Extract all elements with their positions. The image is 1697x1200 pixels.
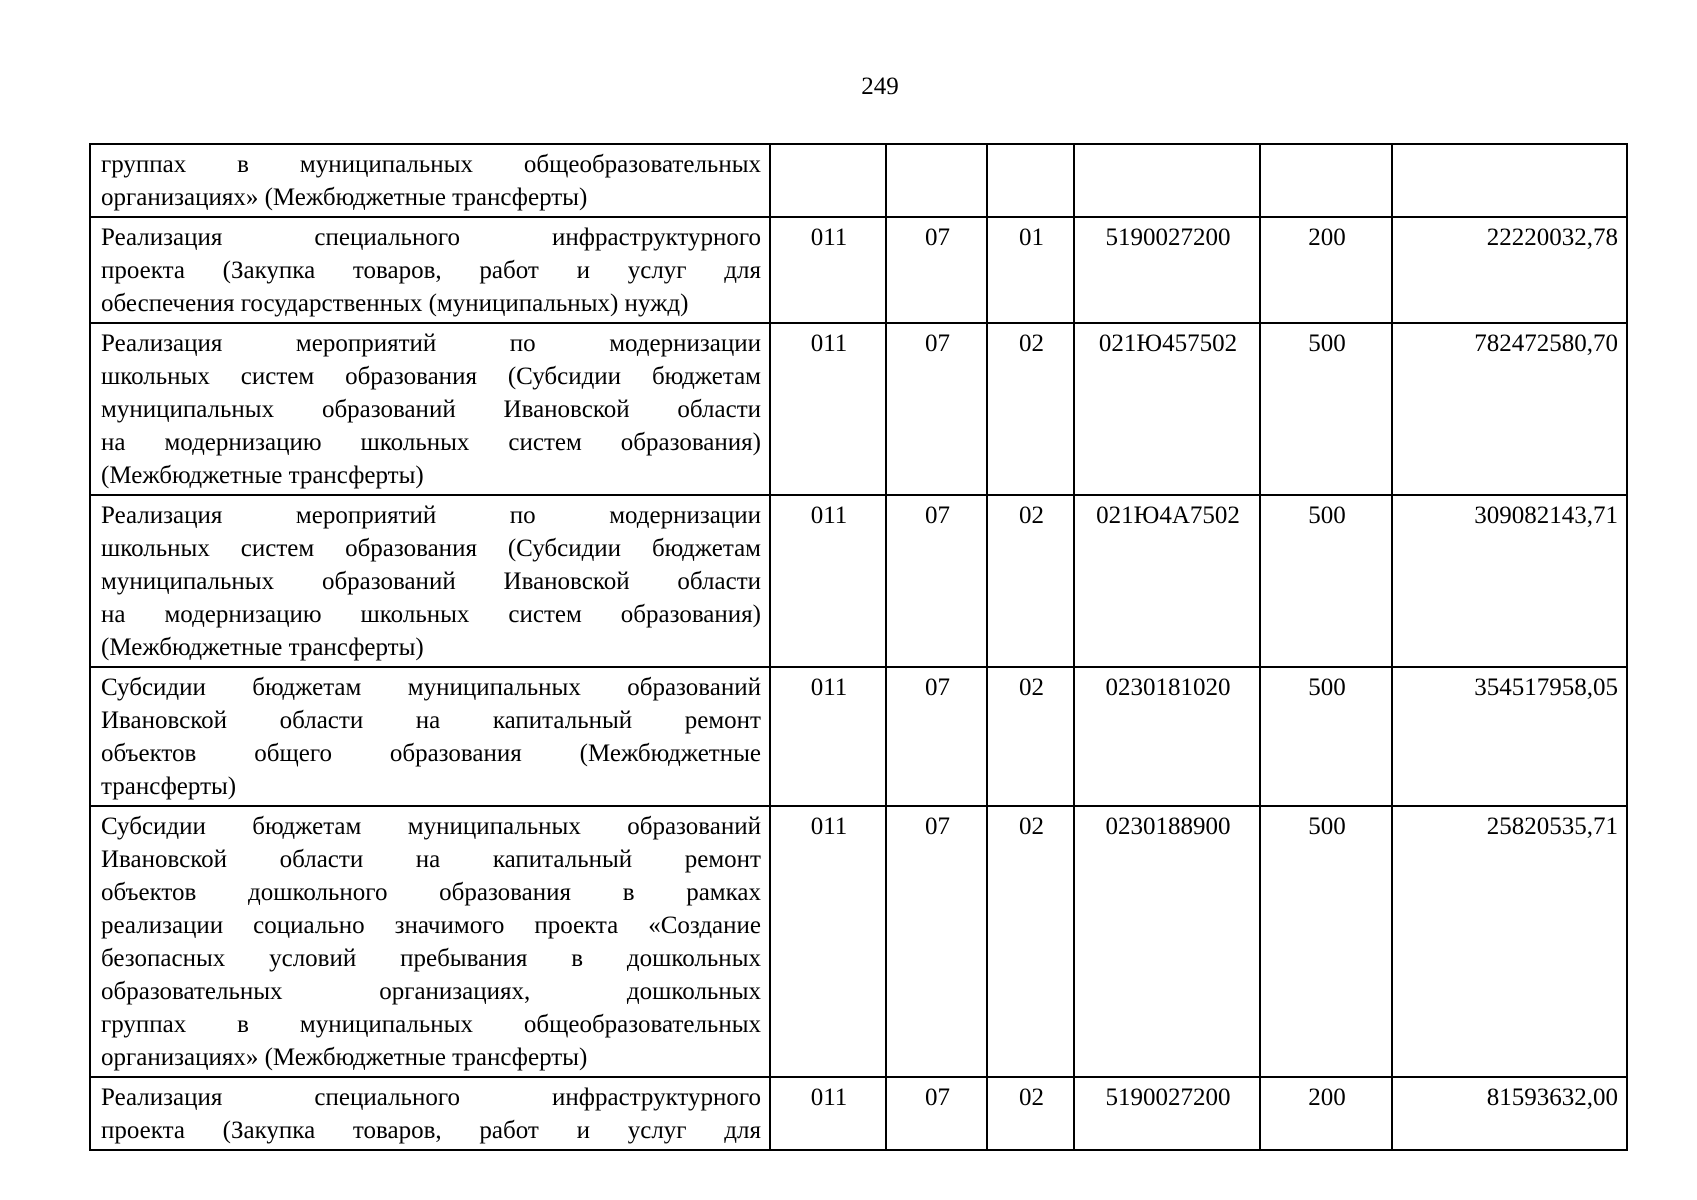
table-row [90, 667, 1627, 806]
description-line: муниципальных образований Ивановской области [101, 396, 761, 423]
description-line: (Межбюджетные трансферты) [101, 462, 424, 489]
expense-type-cell: 500 [1260, 495, 1392, 667]
expense-type-cell: 500 [1260, 667, 1392, 806]
amount-cell: 782472580,70 [1392, 323, 1627, 495]
description-line: организациях» (Межбюджетные трансферты) [101, 184, 588, 211]
section-code-cell [886, 144, 987, 217]
description-line: Ивановской области на капитальный ремонт [101, 707, 761, 734]
amount-cell [1392, 144, 1627, 217]
description-line: объектов дошкольного образования в рамках [101, 879, 761, 906]
description-line: Реализация специального инфраструктурного [101, 224, 761, 251]
page-number: 249 [861, 73, 899, 100]
description-cell [90, 323, 770, 495]
table-row [90, 323, 1627, 495]
description-line: реализации социально значимого проекта «Создание [101, 912, 761, 939]
description-line: Субсидии бюджетам муниципальных образований [101, 674, 761, 701]
admin-code-cell: 011 [770, 806, 886, 1077]
description-line: Реализация мероприятий по модернизации [101, 330, 761, 357]
description-cell [90, 495, 770, 667]
subsection-code-cell: 02 [987, 323, 1074, 495]
table-row [90, 217, 1627, 323]
expense-type-cell: 200 [1260, 1077, 1392, 1150]
target-article-cell: 021Ю457502 [1074, 323, 1260, 495]
description-line: Реализация мероприятий по модернизации [101, 502, 761, 529]
description-line: объектов общего образования (Межбюджетные [101, 740, 761, 767]
target-article-cell: 5190027200 [1074, 217, 1260, 323]
subsection-code-cell: 02 [987, 806, 1074, 1077]
table-row [90, 144, 1627, 217]
expense-type-cell: 500 [1260, 323, 1392, 495]
description-cell [90, 217, 770, 323]
description-line: (Межбюджетные трансферты) [101, 634, 424, 661]
description-line: Ивановской области на капитальный ремонт [101, 846, 761, 873]
expense-type-cell [1260, 144, 1392, 217]
description-line: группах в муниципальных общеобразовательных [101, 1011, 761, 1038]
description-line: группах в муниципальных общеобразовательных [101, 151, 761, 178]
amount-cell: 354517958,05 [1392, 667, 1627, 806]
admin-code-cell: 011 [770, 217, 886, 323]
section-code-cell: 07 [886, 323, 987, 495]
description-line: обеспечения государственных (муниципальных) нужд) [101, 290, 689, 317]
amount-cell: 22220032,78 [1392, 217, 1627, 323]
description-line: на модернизацию школьных систем образования) [101, 429, 761, 456]
description-cell [90, 806, 770, 1077]
description-line: проекта (Закупка товаров, работ и услуг для [101, 257, 761, 284]
description-line: организациях» (Межбюджетные трансферты) [101, 1044, 588, 1071]
description-line: проекта (Закупка товаров, работ и услуг для [101, 1117, 761, 1144]
admin-code-cell: 011 [770, 667, 886, 806]
table-row [90, 495, 1627, 667]
description-line: безопасных условий пребывания в дошкольных [101, 945, 761, 972]
subsection-code-cell [987, 144, 1074, 217]
section-code-cell: 07 [886, 1077, 987, 1150]
table-body [90, 144, 1627, 1150]
description-line: Реализация специального инфраструктурного [101, 1084, 761, 1111]
section-code-cell: 07 [886, 495, 987, 667]
section-code-cell: 07 [886, 217, 987, 323]
subsection-code-cell: 02 [987, 1077, 1074, 1150]
amount-cell: 309082143,71 [1392, 495, 1627, 667]
amount-cell: 81593632,00 [1392, 1077, 1627, 1150]
description-line: школьных систем образования (Субсидии бюджетам [101, 535, 761, 562]
target-article-cell: 021Ю4А7502 [1074, 495, 1260, 667]
target-article-cell [1074, 144, 1260, 217]
budget-table [89, 143, 1628, 1151]
description-cell [90, 144, 770, 217]
target-article-cell: 0230188900 [1074, 806, 1260, 1077]
description-line: Субсидии бюджетам муниципальных образований [101, 813, 761, 840]
expense-type-cell: 500 [1260, 806, 1392, 1077]
section-code-cell: 07 [886, 667, 987, 806]
subsection-code-cell: 02 [987, 667, 1074, 806]
description-line: школьных систем образования (Субсидии бюджетам [101, 363, 761, 390]
table-row [90, 806, 1627, 1077]
subsection-code-cell: 01 [987, 217, 1074, 323]
description-line: муниципальных образований Ивановской области [101, 568, 761, 595]
admin-code-cell: 011 [770, 495, 886, 667]
description-line: образовательных организациях, дошкольных [101, 978, 761, 1005]
admin-code-cell [770, 144, 886, 217]
admin-code-cell: 011 [770, 1077, 886, 1150]
description-cell [90, 1077, 770, 1150]
description-line: на модернизацию школьных систем образования) [101, 601, 761, 628]
description-line: трансферты) [101, 773, 237, 800]
description-cell [90, 667, 770, 806]
section-code-cell: 07 [886, 806, 987, 1077]
table-row [90, 1077, 1627, 1150]
expense-type-cell: 200 [1260, 217, 1392, 323]
target-article-cell: 5190027200 [1074, 1077, 1260, 1150]
target-article-cell: 0230181020 [1074, 667, 1260, 806]
subsection-code-cell: 02 [987, 495, 1074, 667]
admin-code-cell: 011 [770, 323, 886, 495]
amount-cell: 25820535,71 [1392, 806, 1627, 1077]
